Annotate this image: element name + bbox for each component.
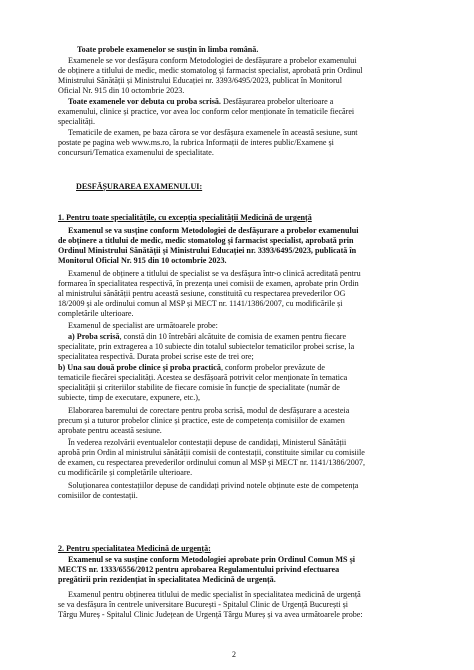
- intro-written-bold: Toate examenele vor debuta cu proba scrisă.: [68, 97, 221, 106]
- section1-para-line: aprobă prin Ordin al ministrului sănătății comisii de contestații, constituite similar cu comisiile: [58, 448, 365, 457]
- section1-para-line: precum și a tuturor probelor clinice și practice, este de competența comisiilor de examen: [58, 416, 345, 425]
- section2-bold-line: MECTS nr. 1333/6556/2012 pentru aprobarea Regulamentului privind efectuarea: [58, 565, 340, 574]
- section1-title: 1. Pentru toate specialitățile, cu excepția specialității Medicină de urgență: [58, 213, 312, 222]
- section1-para-line: Examenul de obținere a titlului de specialist se va desfășura într-o clinică acreditată pentru: [68, 269, 361, 278]
- section1-para-line: cu modificările și completările ulterioare.: [58, 468, 193, 477]
- probe-b-line: subiecte, timp de executare, expunere, etc.),: [58, 393, 201, 402]
- section2-title: 2. Pentru specialitatea Medicină de urgență:: [58, 544, 211, 553]
- section1-bold-line: Examenul se va susține conform Metodologiei de desfășurare a probelor examenului: [68, 226, 359, 235]
- intro-line: Examenele se vor desfășura conform Metodologiei de desfășurare a probelor examenului: [68, 56, 357, 65]
- probe-b-line: [58, 363, 424, 373]
- section1-bold-line: Monitorul Oficial Nr. 915 din 10 octombrie 2023.: [58, 256, 227, 265]
- section1-para-line: 18/2009 și ale ordinului comun al MSP și MECT nr. 1141/1386/2007, cu modificările și: [58, 299, 343, 308]
- intro-line: specialități.: [58, 117, 96, 126]
- intro-language-line: Toate probele examenelor se susțin în limba română.: [77, 45, 259, 54]
- section1-para-line: formarea în specialitatea respectivă, în prezența unei comisii de examen, aprobate prin Ordin: [58, 279, 359, 288]
- exam-heading: DESFĂȘURAREA EXAMENULUI:: [76, 182, 203, 191]
- section1-para-line: al ministrului sănătății pentru această sesiune, constituită cu respectarea prevederilor OG: [58, 289, 346, 298]
- probe-b-label: b) Una sau două probe clinice și proba practică: [58, 363, 221, 372]
- probes-intro: Examenul de specialist are următoarele probe:: [68, 321, 218, 330]
- section1-para-line: În vederea rezolvării eventualelor contestații depuse de candidați, Ministerul Sănătății: [68, 438, 347, 447]
- section2-para-line: Târgu Mureș - Spitalul Clinic Județean de Urgență Târgu Mureș și va avea următoarele probe:: [58, 610, 363, 619]
- intro-line: Ministrului Sănătății și Ministrului Educației nr. 3393/6495/2023, publicat în Monitorul: [58, 76, 342, 85]
- section1-para-line: Soluționarea contestațiilor depuse de candidați privind notele obținute este de competența: [68, 481, 359, 490]
- section2-para-line: Examenul pentru obținerea titlului de medic specialist în specialitatea medicină de urgență: [68, 590, 361, 599]
- intro-line: postate pe pagina web www.ms.ro, la rubrica Informații de interes public/Examene și: [58, 138, 334, 147]
- section1-para-line: aprobate pentru această sesiune.: [58, 426, 162, 435]
- probe-a-line: specialitate, prin extragerea a 10 subiecte din totalul subiectelor tematicilor probei scrise, la: [58, 342, 355, 351]
- intro-line: examenului, clinice și practice, vor avea loc conform celor menționate în tematicile fiecărei: [58, 107, 355, 116]
- page-number: 2: [232, 650, 236, 659]
- section2-bold-line: Examenul se va susține conform Metodologiei aprobate prin Ordinul Comun MS și: [68, 555, 355, 564]
- intro-written-line: [68, 97, 424, 107]
- section1-para-line: de examen, cu respectarea prevederilor ordinului comun al MSP și MECT nr. 1141/1386/2007,: [58, 458, 365, 467]
- probe-b-line: tematicile fiecărei specialități. Acestea se desfășoară potrivit celor menționate în tematica: [58, 373, 348, 382]
- section1-bold-line: de obținere a titlului de medic, medic stomatolog și farmacist specialist, aprobată prin: [58, 236, 354, 245]
- intro-line: de obținere a titlului de medic, medic stomatolog și farmacist specialist, aprobată prin Ordinul: [58, 66, 363, 75]
- section1-para-line: comisiilor de contestații.: [58, 491, 138, 500]
- section1-bold-line: Ordinul Ministrului Sănătății și Ministrului Educației nr. 3393/6495/2023, publicată în: [58, 246, 357, 255]
- section2-para-line: se va desfășura în centrele universitare București - Spitalul Clinic de Urgență București și: [58, 600, 349, 609]
- intro-line: Tematicile de examen, pe baza cărora se vor desfășura examenele în această sesiune, sunt: [68, 128, 358, 137]
- intro-written-rest: Desfășurarea probelor ulterioare a: [220, 97, 334, 106]
- intro-line: Oficial Nr. 915 din 10 octombrie 2023.: [58, 86, 185, 95]
- probe-a-line: specialitatea respectivă. Durata probei scrise este de trei ore;: [58, 352, 254, 361]
- probe-b-line: specialității și criteriilor stabilite de fiecare comisie în funcție de specialitate (număr de: [58, 383, 340, 392]
- section2-bold-line: pregătirii prin rezidențiat în specialitatea Medicină de urgență.: [58, 575, 276, 584]
- probe-b-text: , conform probelor prevăzute de: [220, 363, 326, 372]
- section1-para-line: completările ulterioare.: [58, 309, 134, 318]
- section1-para-line: Elaborarea baremului de corectare pentru proba scrisă, modul de desfășurare a acesteia: [68, 406, 350, 415]
- probe-a-text: , constă din 10 întrebări alcătuite de comisia de examen pentru fiecare: [119, 332, 347, 341]
- intro-line: concursuri/Tematica examenului de specialitate.: [58, 148, 214, 157]
- probe-a-label: a) Proba scrisă: [68, 332, 120, 341]
- probe-a-line: [68, 332, 424, 342]
